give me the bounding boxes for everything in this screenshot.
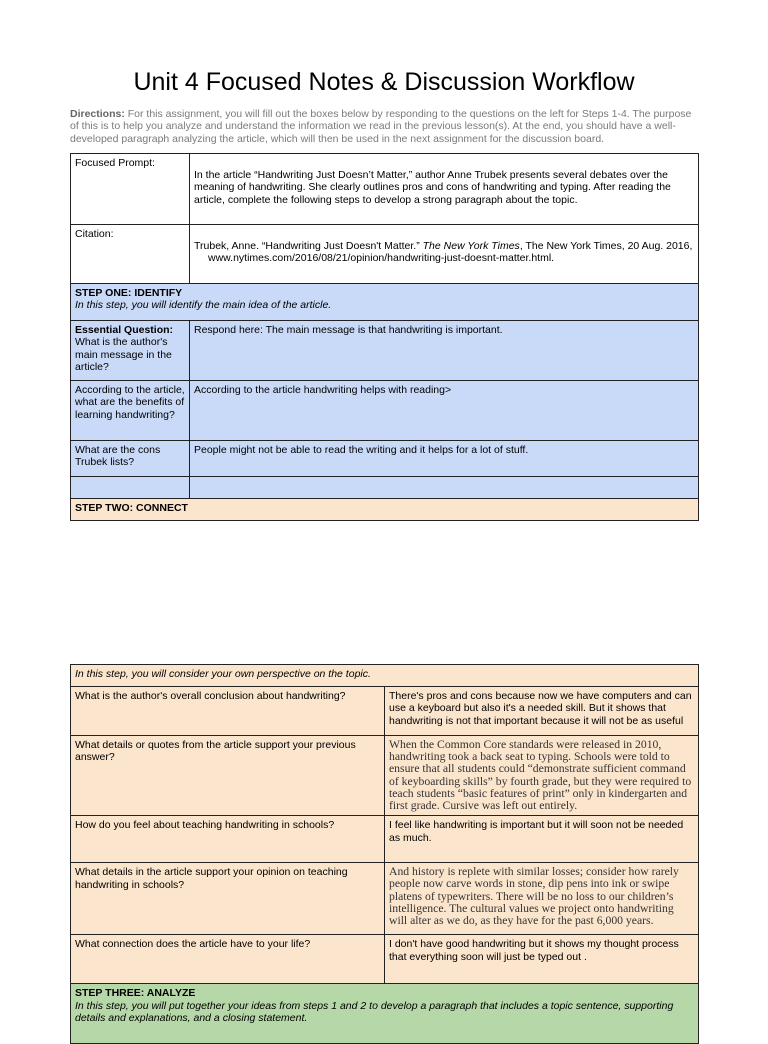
directions-text: For this assignment, you will fill out the boxes below by responding to the questions on the left for Steps 1-4. The purpose of this is to help you analyze and understand the information we read in the previous lesson(s). At the end, you should have a well-developed paragraph analyzing the article, which will then be used in the next assignment for the discussion board. (70, 108, 692, 145)
citation-part1: Trubek, Anne. “Handwriting Just Doesn't Matter.” (194, 240, 423, 252)
citation-part2: , The New York Times, 20 Aug. 2016, www.nytimes.com/2016/08/21/opinion/handwriting-just-doesnt-matter.html. (208, 240, 693, 265)
step-two-question: What is the author's overall conclusion about handwriting? (71, 687, 385, 736)
step-two-question: How do you feel about teaching handwriting in schools? (71, 816, 385, 863)
step-three-subheading: In this step, you will put together your ideas from steps 1 and 2 to develop a paragraph that includes a topic sentence, supporting details and explanations, and a closing statement. (75, 999, 674, 1025)
step-one-answer[interactable]: According to the article handwriting helps with reading> (190, 381, 699, 441)
step-one-question: What are the cons Trubek lists? (71, 441, 190, 477)
step-two-header-row (71, 499, 699, 521)
citation-text (190, 225, 699, 284)
step-one-header-row (71, 284, 699, 321)
step-one-answer[interactable]: Respond here: The main message is that handwriting is important. (190, 321, 699, 381)
empty-cell (71, 477, 190, 499)
step-two-subheading: In this step, you will consider your own perspective on the topic. (71, 665, 699, 687)
step-one-header (71, 284, 699, 321)
step-two-answer[interactable]: I don't have good handwriting but it shows my thought process that everything soon will just be typed out . (385, 935, 699, 984)
step-two-heading: STEP TWO: CONNECT (71, 499, 699, 521)
step-two-row (71, 736, 699, 816)
step-two-question: What details or quotes from the article support your previous answer? (71, 736, 385, 816)
step-two-question: What details in the article support your opinion on teaching handwriting in schools? (71, 863, 385, 935)
step-two-answer[interactable]: There's pros and cons because now we have computers and can use a keyboard but also it's a needed skill. But it shows that handwriting is not that important because it will not be as useful (385, 687, 699, 736)
step-two-row (71, 816, 699, 863)
step-one-row (71, 321, 699, 381)
step-two-answer[interactable]: And history is replete with similar losses; consider how rarely people now carve words in stone, dip pens into ink or swipe platens of typewriters. There will be no loss to our children’s intelligence. The cultural values we project onto handwriting will alter as we do, as they have for the past 6,000 years. (385, 863, 699, 935)
step-one-subheading: In this step, you will identify the main idea of the article. (75, 299, 332, 312)
step-two-row (71, 863, 699, 935)
citation-label: Citation: (71, 225, 190, 284)
step-two-subheading-row (71, 665, 699, 687)
step-one-heading: STEP ONE: IDENTIFY (75, 287, 183, 299)
empty-answer-cell[interactable] (190, 477, 699, 499)
step-two-answer[interactable]: I feel like handwriting is important but it will soon not be needed as much. (385, 816, 699, 863)
step-two-row (71, 687, 699, 736)
directions (70, 108, 700, 145)
step-one-empty-row (71, 477, 699, 499)
citation-publication: The New York Times (422, 240, 520, 252)
directions-label: Directions: (70, 108, 125, 120)
step-one-row (71, 381, 699, 441)
citation-row (71, 225, 699, 284)
page-title: Unit 4 Focused Notes & Discussion Workflow (133, 68, 635, 96)
step-three-header (71, 984, 699, 1044)
step-one-question (71, 321, 190, 381)
focused-prompt-row (71, 154, 699, 225)
focused-prompt-text: In the article “Handwriting Just Doesn’t Matter,” author Anne Trubek presents several debates over the meaning of handwriting. She clearly outlines pros and cons of handwriting and typing. After reading the article, complete the following steps to develop a strong paragraph about the topic. (190, 154, 699, 225)
step-three-heading: STEP THREE: ANALYZE (75, 987, 196, 1000)
workflow-table-2 (70, 664, 699, 1044)
step-two-question: What connection does the article have to your life? (71, 935, 385, 984)
step-two-answer[interactable]: When the Common Core standards were released in 2010, handwriting took a back seat to typing. Schools were told to ensure that all students could “demonstrate sufficient command of keyboarding skills” by fourth grade, but they were required to teach students “basic features of print” only in kindergarten and first grade. Cursive was left out entirely. (385, 736, 699, 816)
focused-prompt-label: Focused Prompt: (71, 154, 190, 225)
step-one-answer[interactable]: People might not be able to read the writing and it helps for a lot of stuff. (190, 441, 699, 477)
essential-question-label: Essential Question: (75, 324, 174, 336)
step-one-row (71, 441, 699, 477)
essential-question-text: What is the author's main message in the article? (75, 336, 172, 374)
workflow-table-1 (70, 153, 699, 521)
step-one-question: According to the article, what are the benefits of learning handwriting? (71, 381, 190, 441)
step-two-row (71, 935, 699, 984)
step-three-header-row (71, 984, 699, 1044)
